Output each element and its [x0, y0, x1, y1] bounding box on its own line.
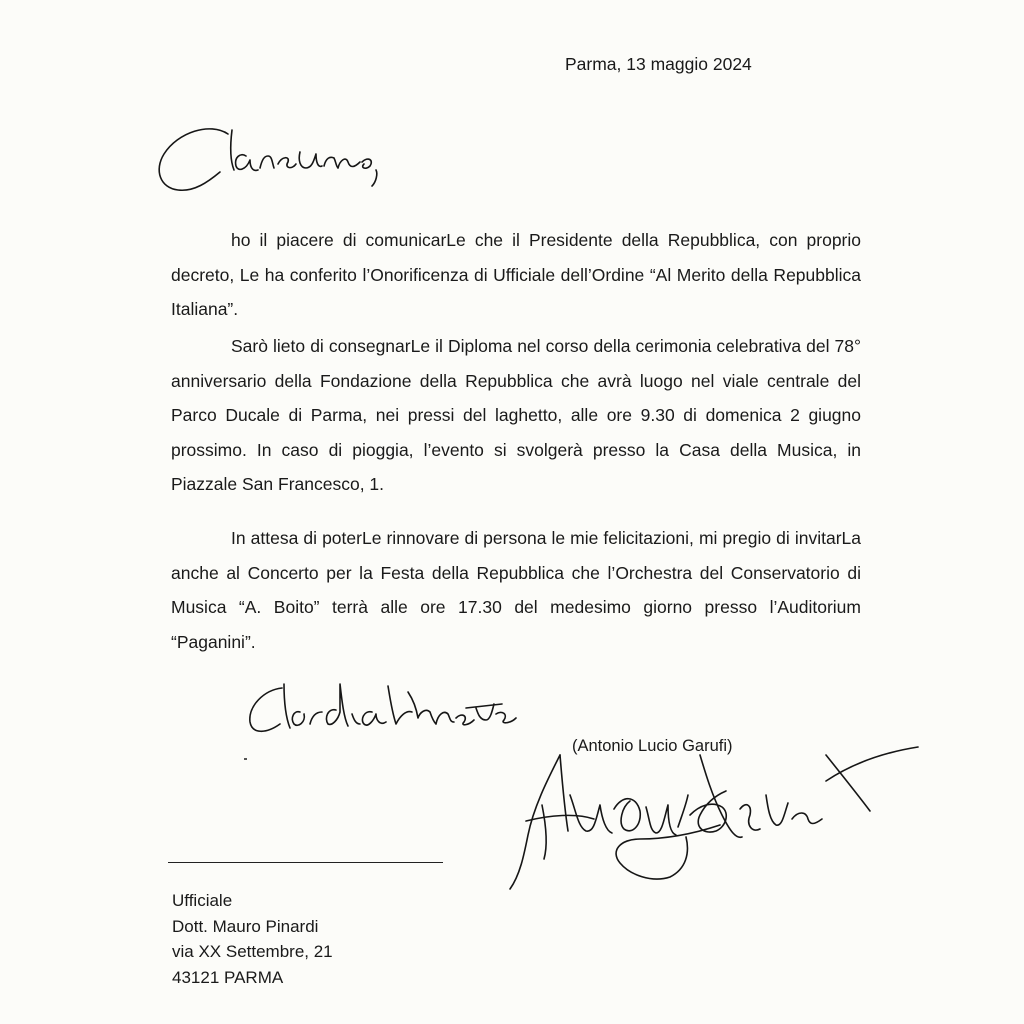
paragraph-1: ho il piacere di comunicarLe che il Presidente della Repubblica, con proprio decreto, Le ha conferito l’Onorificenza di Ufficiale dell’Ordine “Al Merito della Repubblica Italiana”.: [171, 230, 861, 319]
signature-handwritten: [490, 735, 920, 895]
recipient-city: 43121 PARMA: [172, 967, 284, 987]
place-date: Parma, 13 maggio 2024: [565, 54, 752, 74]
closing-handwritten: [240, 668, 520, 748]
ink-speck: [244, 758, 247, 760]
greeting-handwritten: [150, 112, 390, 202]
recipient-name: Dott. Mauro Pinardi: [172, 916, 319, 936]
recipient-divider: [168, 862, 443, 863]
recipient-street: via XX Settembre, 21: [172, 942, 333, 961]
recipient-title: Ufficiale: [172, 891, 233, 910]
signer-name: (Antonio Lucio Garufi): [572, 737, 733, 755]
recipient-address: [172, 888, 333, 990]
paragraph-3: In attesa di poterLe rinnovare di persona le mie felicitazioni, mi pregio di invitarLa anche al Concerto per la Festa della Repubblica che l’Orchestra del Conservatorio di Musica “A. Boito” terrà alle ore 17.30 del medesimo giorno presso l’Auditorium “Paganini”.: [171, 528, 861, 652]
paragraph-2: Sarò lieto di consegnarLe il Diploma nel corso della cerimonia celebrativa del 78° anniversario della Fondazione della Repubblica che avrà luogo nel viale centrale del Parco Ducale di Parma, nei pressi del laghetto, alle ore 9.30 di domenica 2 giugno prossimo. In caso di pioggia, l’evento si svolgerà presso la Casa della Musica, in Piazzale San Francesco, 1.: [171, 336, 861, 494]
